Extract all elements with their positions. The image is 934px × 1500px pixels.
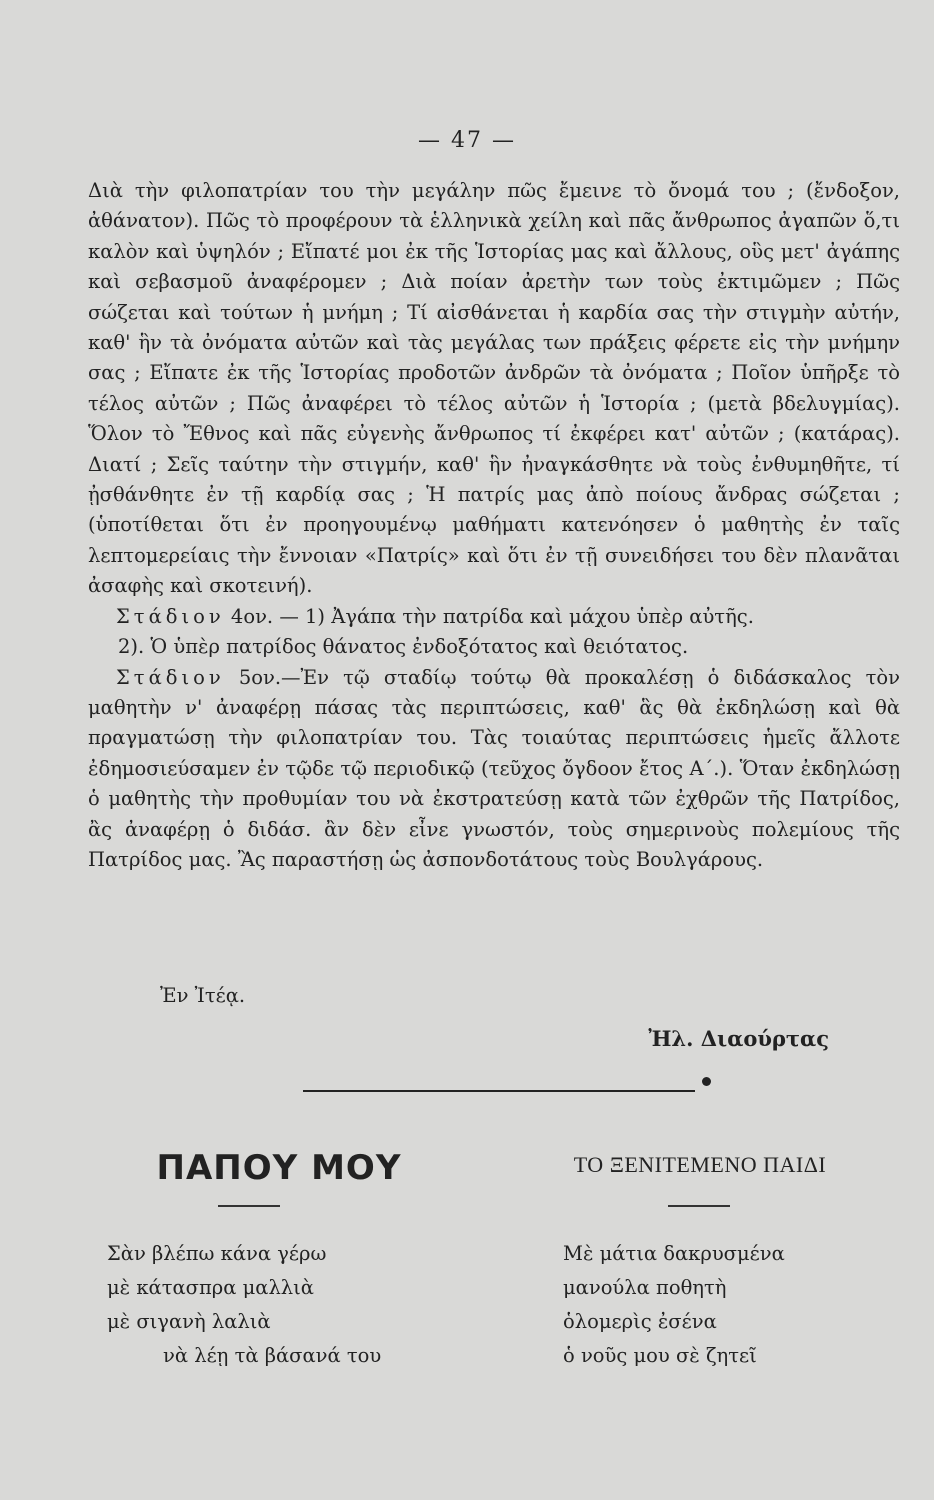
stage-5-label: Στάδιον: [116, 665, 225, 689]
poem-left-title: ΠΑΠΟΥ ΜΟΥ: [156, 1148, 402, 1188]
poem-left-title-rule: [218, 1205, 280, 1207]
poem-verse: νὰ λέῃ τὰ βάσανά του: [163, 1344, 382, 1367]
paragraph: Διὰ τὴν φιλοπατρίαν του τὴν μεγάλην πῶς ἔμεινε τὸ ὄνομά του ; (ἔνδοξον, ἀθάνατον). Πῶς τὸ προφέρουν τὰ ἑλληνικὰ χείλη καὶ πᾶς ἄνθρωπος ἀγαπῶν ὅ,τι καλὸν καὶ ὑψηλόν ; Εἴπατέ μοι ἐκ τῆς Ἱστορίας μας καὶ ἄλλους, οὓς μετ' ἀγάπης καὶ σεβασμοῦ ἀναφέρομεν ; Διὰ ποίαν ἀρετὴν των τοὺς ἐκτιμῶμεν ; Πῶς σώζεται καὶ τούτων ἡ μνήμη ; Τί αἰσθάνεται ἡ καρδία σας τὴν στιγμὴν αὐτήν, καθ' ἣν τὰ ὀνόματα αὐτῶν καὶ τὰς μεγάλας των πράξεις φέρετε εἰς τὴν μνήμην σας ; Εἴπατε ἐκ τῆς Ἱστορίας προδοτῶν ἀνδρῶν τὰ ὀνόματα ; Ποῖον ὑπῆρξε τὸ τέλος αὐτῶν ; Πῶς ἀναφέρει τὸ τέλος αὐτῶν ἡ Ἱστορία ; (μετὰ βδελυγμίας). Ὅλον τὸ Ἔθνος καὶ πᾶς εὐγενὴς ἄνθρωπος τί ἐκφέρει κατ' αὐτῶν ; (κατάρας). Διατί ; Σεῖς ταύτην τὴν στιγμήν, καθ' ἣν ἠναγκάσθητε νὰ τοὺς ἐνθυμηθῆτε, τί ᾐσθάνθητε ἐν τῇ καρδίᾳ σας ; Ἡ πατρίς μας ἀπὸ ποίους ἄνδρας σώζεται ; (ὑποτίθεται ὅτι ἐν προηγουμένῳ μαθήματι κατενόησεν ὁ μαθητὴς ἐν ταῖς λεπτομερείαις τὴν ἔννοιαν «Πατρίς» καὶ ὅτι ἐν τῇ συνειδήσει του δὲν πλανᾶται ἀσαφὴς καὶ σκοτεινή).: [88, 179, 900, 598]
stage-4-point-2: 2). Ὁ ὑπὲρ πατρίδος θάνατος ἐνδοξότατος καὶ θειότατος.: [118, 635, 689, 659]
poem-right-title-rule: [668, 1205, 730, 1207]
poem-verse: ὁ νοῦς μου σὲ ζητεῖ: [563, 1344, 757, 1367]
article-body: [88, 176, 900, 875]
place-of-writing: Ἐν Ἰτέᾳ.: [160, 984, 246, 1007]
stage-4-paragraph: [88, 602, 900, 632]
stage-5-paragraph: [88, 663, 900, 876]
page-number: — 47 —: [418, 128, 516, 153]
poem-left: [107, 1237, 381, 1373]
stage-5-text: 5ον.—Ἐν τῷ σταδίῳ τούτῳ θὰ προκαλέσῃ ὁ διδάσκαλος τὸν μαθητὴν ν' ἀναφέρῃ πάσας τὰς περιπτώσεις, καθ' ἃς θὰ ἐκδηλώσῃ καὶ θὰ πραγματώσῃ τὴν φιλοπατρίαν του. Τὰς τοιαύτας περιπτώσεις ἡμεῖς ἄλλοτε ἐδημοσιεύσαμεν ἐν τῷδε τῷ περιοδικῷ (τεῦχος ὄγδοον ἔτος Α΄.). Ὅταν ἐκδηλώσῃ ὁ μαθητὴς τὴν προθυμίαν του νὰ ἐκστρατεύσῃ κατὰ τῶν ἐχθρῶν τῆς Πατρίδος, ἂς ἀναφέρῃ ὁ διδάσ. ἂν δὲν εἶνε γνωστόν, τοὺς σημερινοὺς πολεμίους τῆς Πατρίδος μας. Ἂς παραστήσῃ ὡς ἀσπονδοτάτους τοὺς Βουλγάρους.: [88, 665, 900, 871]
poem-verse: ὁλομερὶς ἐσένα: [563, 1310, 717, 1333]
poem-right-title: ΤΟ ΞΕΝΙΤΕΜΕΝΟ ΠΑΙΔΙ: [573, 1152, 827, 1177]
author-signature: Ἠλ. Διαούρτας: [648, 1026, 829, 1051]
poem-verse: Μὲ μάτια δακρυσμένα: [563, 1242, 785, 1265]
poem-verse: Σὰν βλέπω κάνα γέρω: [107, 1242, 327, 1265]
poem-verse: μὲ σιγανὴ λαλιὰ: [107, 1310, 271, 1333]
poem-verse: μὲ κάτασπρα μαλλιὰ: [107, 1276, 314, 1299]
section-divider: [303, 1090, 695, 1092]
stage-4-text: 4ον. — 1) Ἀγάπα τὴν πατρίδα καὶ μάχου ὑπὲρ αὐτῆς.: [224, 604, 754, 628]
poem-verse: μανούλα ποθητὴ: [563, 1276, 727, 1299]
poem-right: [563, 1237, 785, 1373]
divider-dot: [702, 1077, 711, 1086]
stage-4-label: Στάδιον: [116, 604, 225, 628]
